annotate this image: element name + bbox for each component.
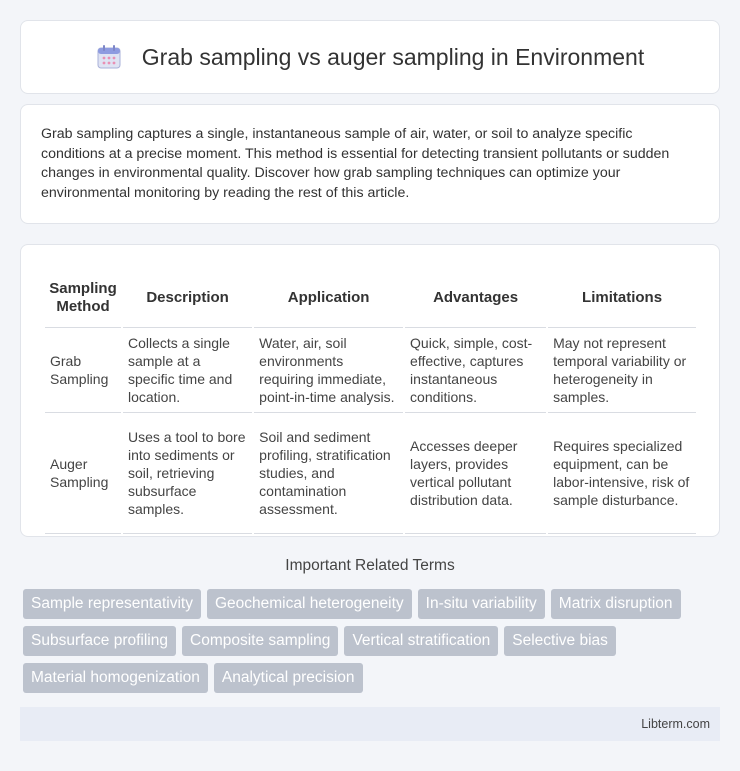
tag-selective-bias[interactable]: Selective bias bbox=[504, 626, 616, 656]
page-title: Grab sampling vs auger sampling in Environment bbox=[141, 43, 645, 70]
table-row bbox=[45, 328, 696, 413]
footer bbox=[20, 707, 720, 741]
footer-site-link[interactable]: Libterm.com bbox=[641, 717, 710, 731]
tag-geochemical-heterogeneity[interactable]: Geochemical heterogeneity bbox=[207, 589, 412, 619]
cell-description: Uses a tool to bore into sediments or soil, retrieving subsurface samples. bbox=[123, 413, 252, 534]
cell-application: Water, air, soil environments requiring immediate, point-in-time analysis. bbox=[254, 328, 403, 413]
table-card bbox=[20, 244, 720, 537]
cell-method: Auger Sampling bbox=[45, 413, 121, 534]
column-header-description: Description bbox=[123, 265, 252, 328]
title-card bbox=[20, 20, 720, 94]
tag-analytical-precision[interactable]: Analytical precision bbox=[214, 663, 363, 693]
tag-subsurface-profiling[interactable]: Subsurface profiling bbox=[23, 626, 176, 656]
cell-advantages: Accesses deeper layers, provides vertical pollutant distribution data. bbox=[405, 413, 546, 534]
tag-sample-representativity[interactable]: Sample representativity bbox=[23, 589, 201, 619]
column-header-application: Application bbox=[254, 265, 403, 328]
cell-advantages: Quick, simple, cost-effective, captures instantaneous conditions. bbox=[405, 328, 546, 413]
column-header-method: Sampling Method bbox=[45, 265, 121, 328]
intro-card bbox=[20, 104, 720, 224]
cell-application: Soil and sediment profiling, stratification studies, and contamination assessment. bbox=[254, 413, 403, 534]
table-row bbox=[45, 413, 696, 534]
column-header-limitations: Limitations bbox=[548, 265, 696, 328]
comparison-table bbox=[43, 265, 698, 534]
tag-composite-sampling[interactable]: Composite sampling bbox=[182, 626, 338, 656]
related-terms-title: Important Related Terms bbox=[285, 557, 455, 574]
tag-vertical-stratification[interactable]: Vertical stratification bbox=[344, 626, 498, 656]
related-tags bbox=[23, 589, 723, 693]
tag-material-homogenization[interactable]: Material homogenization bbox=[23, 663, 208, 693]
cell-limitations: Requires specialized equipment, can be labor-intensive, risk of sample disturbance. bbox=[548, 413, 696, 534]
calendar-icon bbox=[96, 44, 122, 70]
table-header-row bbox=[45, 265, 696, 328]
column-header-advantages: Advantages bbox=[405, 265, 546, 328]
cell-method: Grab Sampling bbox=[45, 328, 121, 413]
cell-limitations: May not represent temporal variability or heterogeneity in samples. bbox=[548, 328, 696, 413]
intro-text: Grab sampling captures a single, instantaneous sample of air, water, or soil to analyze specific conditions at a precise moment. This method is essential for detecting transient pollutants or sudden changes in environmental quality. Discover how grab sampling techniques can optimize your environmental monitoring by reading the rest of this article. bbox=[41, 126, 670, 201]
tag-matrix-disruption[interactable]: Matrix disruption bbox=[551, 589, 681, 619]
cell-description: Collects a single sample at a specific time and location. bbox=[123, 328, 252, 413]
tag-in-situ-variability[interactable]: In-situ variability bbox=[418, 589, 545, 619]
